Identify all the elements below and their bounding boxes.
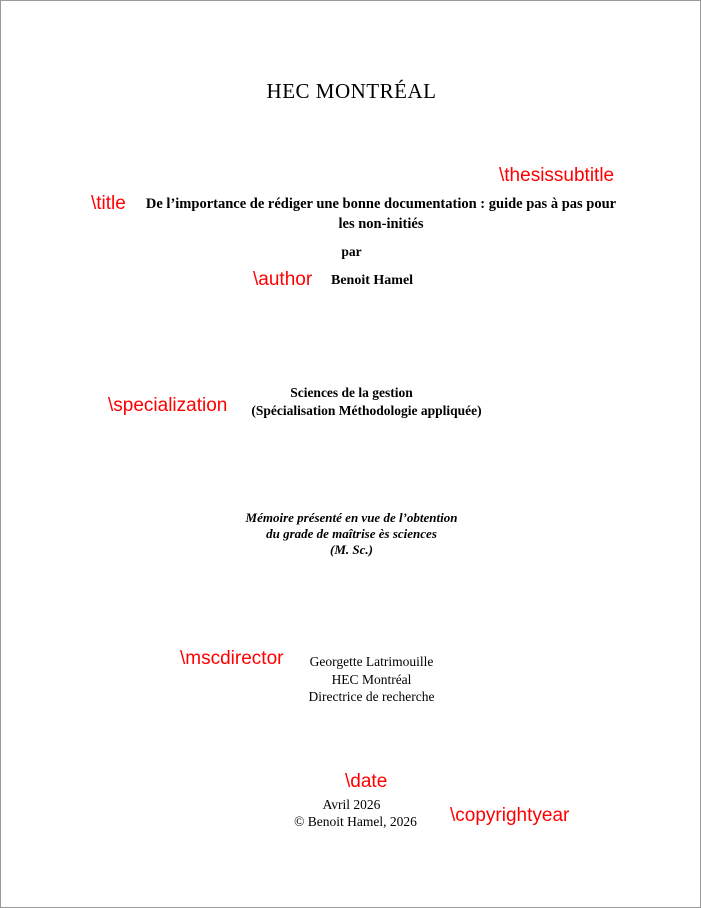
annotation-date: \date — [345, 771, 388, 792]
annotation-thesissubtitle: \thesissubtitle — [499, 165, 615, 186]
specialization-line-1: Sciences de la gestion — [290, 385, 413, 400]
director-name: Georgette Latrimouille — [309, 654, 434, 669]
degree-statement-line-1: Mémoire présenté en vue de l’obtention — [245, 510, 458, 525]
annotation-mscdirector: \mscdirector — [180, 648, 284, 669]
publication-date: Avril 2026 — [322, 797, 381, 812]
par-label: par — [341, 244, 362, 259]
author-name: Benoit Hamel — [331, 273, 414, 288]
degree-statement — [1, 510, 701, 558]
director-affiliation: HEC Montréal — [331, 671, 412, 687]
degree-statement-line-3: (M. Sc.) — [330, 542, 373, 557]
specialization-line-2: (Spécialisation Méthodologie appliquée) — [251, 403, 482, 418]
date-block — [1, 796, 701, 830]
annotation-author: \author — [253, 269, 313, 290]
annotation-copyrightyear: \copyrightyear — [450, 805, 570, 826]
annotation-specialization: \specialization — [108, 395, 228, 416]
director-block — [1, 653, 701, 706]
annotation-title: \title — [91, 193, 126, 214]
institution-name: HEC MONTRÉAL — [266, 79, 437, 103]
specialization-block — [1, 384, 701, 420]
director-role: Directrice de recherche — [308, 689, 435, 704]
degree-statement-line-2: du grade de maîtrise ès sciences — [266, 526, 437, 541]
thesis-title: De l’importance de rédiger une bonne documentation : guide pas à pas pour les non-initiés — [145, 196, 617, 232]
copyright-notice: © Benoit Hamel, 2026 — [294, 814, 417, 829]
